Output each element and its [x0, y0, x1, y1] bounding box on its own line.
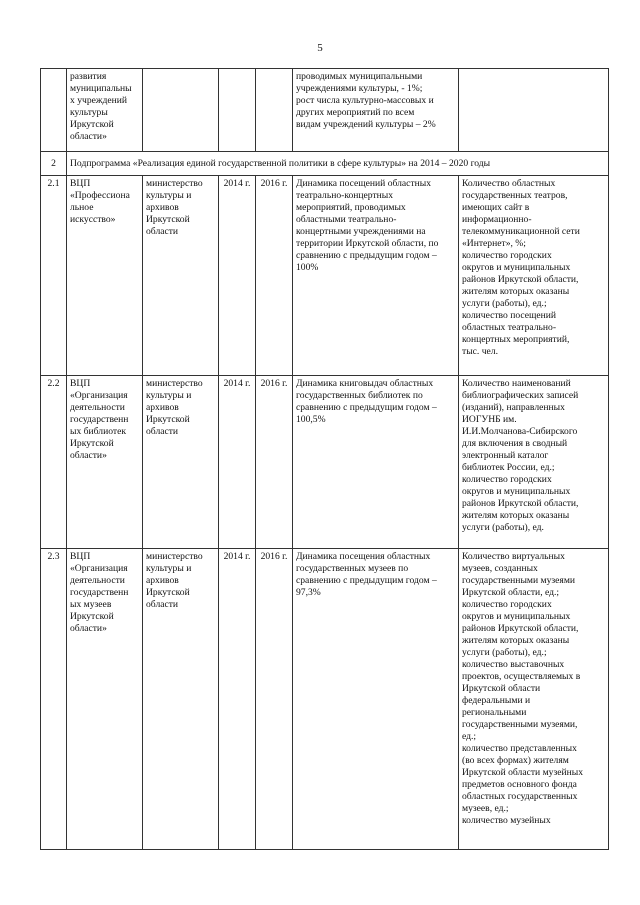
text-line: сравнению с предыдущим годом –: [296, 575, 437, 586]
text-line: ед.;: [462, 731, 477, 742]
text-line: области»: [70, 450, 107, 461]
cell-end: 2016 г.: [256, 176, 293, 376]
text-line: 100%: [296, 262, 319, 273]
cell-name: [67, 376, 143, 549]
text-line: государственными музеями,: [462, 719, 578, 730]
cell-indicator: [293, 549, 459, 850]
text-line: тыс. чел.: [462, 346, 498, 357]
page-number: 5: [317, 42, 323, 54]
text-line: жителям которых оказаны: [462, 510, 570, 521]
text-line: Иркутской: [146, 414, 190, 425]
text-line: Иркутской области музейных: [462, 767, 584, 778]
cell-indicator: [293, 69, 459, 152]
text-line: концертными учреждениями на: [296, 226, 426, 237]
cell-executor: [143, 549, 219, 850]
text-line: Количество наименований: [462, 378, 571, 389]
cell-start: [219, 69, 256, 152]
text-line: Иркутской: [70, 438, 114, 449]
text-line: других мероприятий по всем: [296, 107, 415, 118]
text-line: культуры и: [146, 563, 192, 574]
text-line: количество городских: [462, 599, 552, 610]
text-line: архивов: [146, 202, 179, 213]
text-line: имеющих сайт в: [462, 202, 530, 213]
text-line: сравнению с предыдущим годом –: [296, 402, 437, 413]
text-line: области: [146, 426, 179, 437]
text-line: деятельности: [70, 402, 125, 413]
text-line: культуры и: [146, 190, 192, 201]
text-line: Иркутской: [146, 214, 190, 225]
text-line: ых музеев: [70, 599, 112, 610]
text-line: рост числа культурно-массовых и: [296, 95, 434, 106]
text-line: министерство: [146, 551, 203, 562]
text-line: 100,5%: [296, 414, 326, 425]
text-line: Динамика книговыдач областных: [296, 378, 434, 389]
text-line: услуги (работы), ед.;: [462, 298, 547, 309]
text-line: областными театрально-: [296, 214, 397, 225]
text-line: государственных театров,: [462, 190, 568, 201]
program-table: [40, 68, 609, 850]
text-line: услуги (работы), ед.;: [462, 647, 547, 658]
text-line: количество представленных: [462, 743, 577, 754]
text-line: библиотек России, ед.;: [462, 462, 555, 473]
text-line: муниципальны: [70, 83, 132, 94]
table-row: [41, 376, 609, 549]
text-line: Иркутской: [70, 119, 114, 130]
text-line: областных театрально-: [462, 322, 557, 333]
text-line: округов и муниципальных: [462, 611, 571, 622]
text-line: министерство: [146, 178, 203, 189]
text-line: проектов, осуществляемых в: [462, 671, 581, 682]
text-line: театрально-концертных: [296, 190, 394, 201]
text-line: архивов: [146, 402, 179, 413]
text-line: 97,3%: [296, 587, 321, 598]
text-line: области»: [70, 623, 107, 634]
text-line: концертных мероприятий,: [462, 334, 570, 345]
text-line: округов и муниципальных: [462, 262, 571, 273]
text-line: Количество виртуальных: [462, 551, 565, 562]
cell-result: [459, 176, 609, 376]
cell-start: 2014 г.: [219, 376, 256, 549]
text-line: для включения в сводный: [462, 438, 568, 449]
text-line: «Профессиона: [70, 190, 130, 201]
text-line: количество городских: [462, 474, 552, 485]
text-line: развития: [70, 71, 107, 82]
text-line: культуры: [70, 107, 108, 118]
cell-end: 2016 г.: [256, 549, 293, 850]
cell-end: [256, 69, 293, 152]
text-line: услуги (работы), ед.: [462, 522, 544, 533]
text-line: деятельности: [70, 575, 125, 586]
text-line: культуры и: [146, 390, 192, 401]
text-line: области: [146, 226, 179, 237]
text-line: жителям которых оказаны: [462, 635, 570, 646]
text-line: государственн: [70, 587, 129, 598]
text-line: количество городских: [462, 250, 552, 261]
cell-executor: [143, 376, 219, 549]
text-line: областных государственных: [462, 791, 578, 802]
text-line: министерство: [146, 378, 203, 389]
text-line: (во всех формах) жителям: [462, 755, 569, 766]
text-line: х учреждений: [70, 95, 128, 106]
text-line: «Интернет», %;: [462, 238, 526, 249]
text-line: сравнению с предыдущим годом –: [296, 250, 437, 261]
text-line: территории Иркутской области, по: [296, 238, 439, 249]
text-line: (изданий), направленных: [462, 402, 565, 413]
text-line: ВЦП: [70, 378, 91, 389]
text-line: районов Иркутской области,: [462, 623, 579, 634]
text-line: Иркутской: [146, 587, 190, 598]
text-line: библиографических записей: [462, 390, 579, 401]
text-line: «Организация: [70, 390, 128, 401]
text-line: количество выставочных: [462, 659, 565, 670]
text-line: ых библиотек: [70, 426, 127, 437]
cell-executor: [143, 69, 219, 152]
text-line: учреждениями культуры, - 1%;: [296, 83, 423, 94]
text-line: электронный каталог: [462, 450, 549, 461]
cell-start: 2014 г.: [219, 549, 256, 850]
text-line: «Организация: [70, 563, 128, 574]
text-line: Иркутской области: [462, 683, 541, 694]
text-line: Динамика посещений областных: [296, 178, 432, 189]
cell-result: [459, 69, 609, 152]
text-line: архивов: [146, 575, 179, 586]
cell-num: [41, 69, 67, 152]
text-line: государственными музеями: [462, 575, 576, 586]
text-line: информационно-: [462, 214, 532, 225]
cell-num: 2.2: [41, 376, 67, 549]
table-row: [41, 176, 609, 376]
text-line: количество музейных: [462, 815, 551, 826]
text-line: округов и муниципальных: [462, 486, 571, 497]
cell-name: [67, 176, 143, 376]
subprogram-row: [41, 152, 609, 176]
text-line: искусство»: [70, 214, 116, 225]
cell-num: 2.1: [41, 176, 67, 376]
text-line: ВЦП: [70, 551, 91, 562]
text-line: предметов основного фонда: [462, 779, 577, 790]
text-line: Количество областных: [462, 178, 556, 189]
text-line: льное: [70, 202, 94, 213]
subprogram-title: Подпрограмма «Реализация единой государственной политики в сфере культуры» на 2014 – 2020 годы: [67, 152, 609, 176]
text-line: государственных музеев по: [296, 563, 409, 574]
text-line: Динамика посещения областных: [296, 551, 431, 562]
cell-num: 2.3: [41, 549, 67, 850]
table-row: [41, 549, 609, 850]
text-line: музеев, созданных: [462, 563, 538, 574]
text-line: области»: [70, 131, 107, 142]
text-line: ИОГУНБ им.: [462, 414, 517, 425]
cell-result: [459, 376, 609, 549]
text-line: Иркутской: [70, 611, 114, 622]
cell-executor: [143, 176, 219, 376]
text-line: области: [146, 599, 179, 610]
cell-indicator: [293, 176, 459, 376]
text-line: количество посещений: [462, 310, 557, 321]
text-line: проводимых муниципальными: [296, 71, 423, 82]
cell-end: 2016 г.: [256, 376, 293, 549]
text-line: государственн: [70, 414, 129, 425]
text-line: федеральными и: [462, 695, 531, 706]
cell-name: [67, 69, 143, 152]
text-line: Иркутской области, ед.;: [462, 587, 560, 598]
text-line: государственных библиотек по: [296, 390, 423, 401]
text-line: районов Иркутской области,: [462, 498, 579, 509]
table-row: [41, 69, 609, 152]
cell-start: 2014 г.: [219, 176, 256, 376]
text-line: районов Иркутской области,: [462, 274, 579, 285]
text-line: видам учреждений культуры – 2%: [296, 119, 436, 130]
cell-name: [67, 549, 143, 850]
text-line: жителям которых оказаны: [462, 286, 570, 297]
text-line: ВЦП: [70, 178, 91, 189]
subprogram-num: 2: [41, 152, 67, 176]
text-line: музеев, ед.;: [462, 803, 509, 814]
text-line: телекоммуникационной сети: [462, 226, 580, 237]
cell-indicator: [293, 376, 459, 549]
cell-result: [459, 549, 609, 850]
text-line: И.И.Молчанова-Сибирского: [462, 426, 578, 437]
text-line: региональными: [462, 707, 527, 718]
text-line: мероприятий, проводимых: [296, 202, 406, 213]
